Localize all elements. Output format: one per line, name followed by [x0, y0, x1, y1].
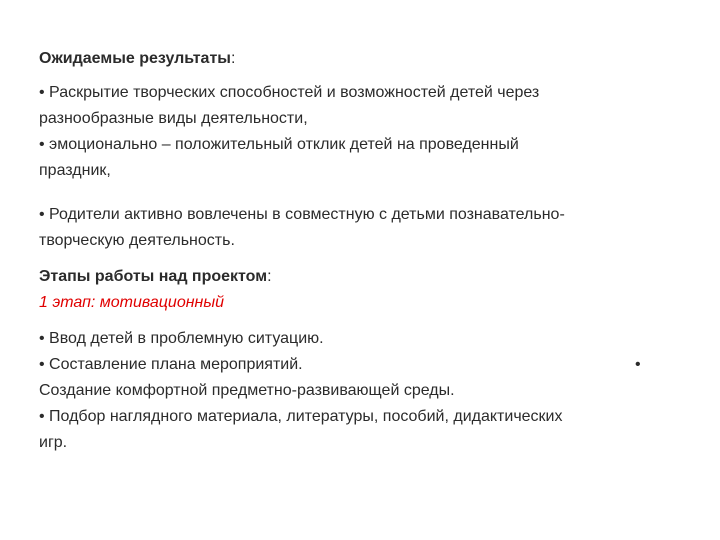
results-heading-line: [39, 46, 649, 72]
results-line: • эмоционально – положительный отклик детей на проведенный: [39, 136, 519, 153]
stage-line: игр.: [39, 434, 68, 451]
stages-heading-line: [39, 264, 649, 290]
results-heading-colon: :: [230, 50, 236, 67]
stage-line: • Ввод детей в проблемную ситуацию.: [39, 330, 324, 347]
results-line: • Раскрытие творческих способностей и возможностей детей через: [39, 84, 540, 101]
stray-bullet: •: [635, 356, 641, 373]
results-line: разнообразные виды деятельности,: [39, 110, 308, 127]
stage-line: • Составление плана мероприятий.: [39, 356, 303, 373]
stage-1-title: 1 этап: мотивационный: [39, 294, 224, 311]
results-heading: Ожидаемые результаты: [39, 50, 231, 67]
stage-1-list: [39, 326, 649, 456]
stage-line-row: [39, 352, 649, 378]
results-line: праздник,: [39, 162, 111, 179]
results-list-parents: [39, 202, 649, 254]
stages-heading-colon: :: [267, 268, 272, 285]
results-line: • Родители активно вовлечены в совместную с детьми познавательно-: [39, 206, 565, 223]
results-list: [39, 80, 649, 184]
stage-line: Создание комфортной предметно-развивающей среды.: [39, 382, 455, 399]
stages-heading: Этапы работы над проектом: [39, 268, 268, 285]
results-line: творческую деятельность.: [39, 232, 235, 249]
slide-content: [39, 46, 649, 456]
stage-line: • Подбор наглядного материала, литературы, пособий, дидактических: [39, 408, 563, 425]
